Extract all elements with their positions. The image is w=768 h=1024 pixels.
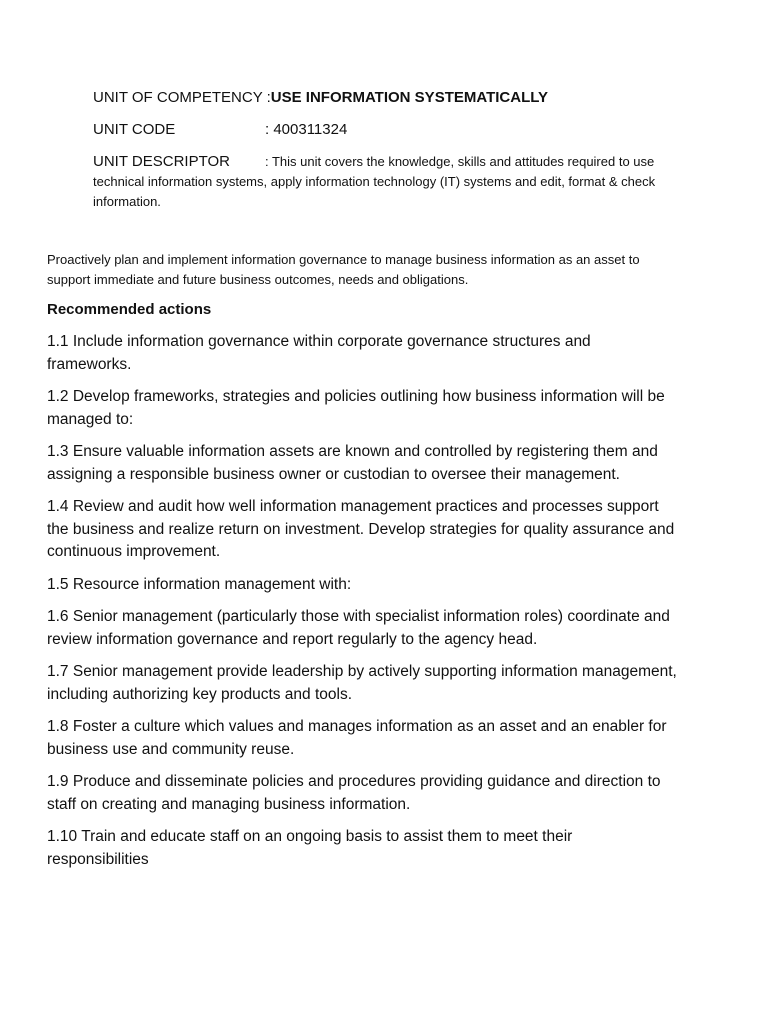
unit-of-competency-value: USE INFORMATION SYSTEMATICALLY [270, 89, 549, 106]
recommended-actions-list [47, 331, 677, 881]
intro-paragraph: Proactively plan and implement information governance to manage business information as an asset to support immediate and future business outcomes, needs and obligations. [47, 252, 640, 287]
recommended-actions-heading: Recommended actions [47, 301, 212, 318]
unit-code-value: : 400311324 [265, 121, 348, 138]
unit-of-competency-label: UNIT OF COMPETENCY : [93, 89, 271, 106]
unit-descriptor-text: : This unit covers the knowledge, skills and attitudes required to use technical information systems, apply information technology (IT) systems and edit, format & check information. [93, 154, 656, 209]
action-item-1-2: 1.2 Develop frameworks, strategies and policies outlining how business information will be managed to: [47, 388, 665, 428]
unit-of-competency-row [93, 88, 683, 108]
action-item-1-5: 1.5 Resource information management with: [47, 575, 352, 593]
unit-descriptor-label: UNIT DESCRIPTOR [93, 153, 230, 170]
action-item-1-3: 1.3 Ensure valuable information assets are known and controlled by registering them and assigning a responsible business owner or custodian to oversee their management. [47, 443, 658, 483]
unit-descriptor-row [93, 152, 683, 212]
unit-code-row [93, 120, 683, 140]
action-item-1-9: 1.9 Produce and disseminate policies and procedures providing guidance and direction to staff on creating and managing business information. [47, 773, 661, 813]
action-item-1-6: 1.6 Senior management (particularly those with specialist information roles) coordinate and review information governance and report regularly to the agency head. [47, 608, 670, 648]
action-item-1-4: 1.4 Review and audit how well information management practices and processes support the business and realize return on investment. Develop strategies for quality assurance and continuous improvement. [47, 498, 675, 560]
action-item-1-8: 1.8 Foster a culture which values and manages information as an asset and an enabler for business use and community reuse. [47, 718, 667, 758]
unit-code-label: UNIT CODE [93, 121, 176, 138]
unit-header [93, 88, 683, 224]
action-item-1-1: 1.1 Include information governance within corporate governance structures and frameworks. [47, 333, 591, 373]
action-item-1-7: 1.7 Senior management provide leadership by actively supporting information management, including authorizing key products and tools. [47, 663, 677, 703]
action-item-1-10: 1.10 Train and educate staff on an ongoing basis to assist them to meet their responsibilities [47, 828, 573, 868]
